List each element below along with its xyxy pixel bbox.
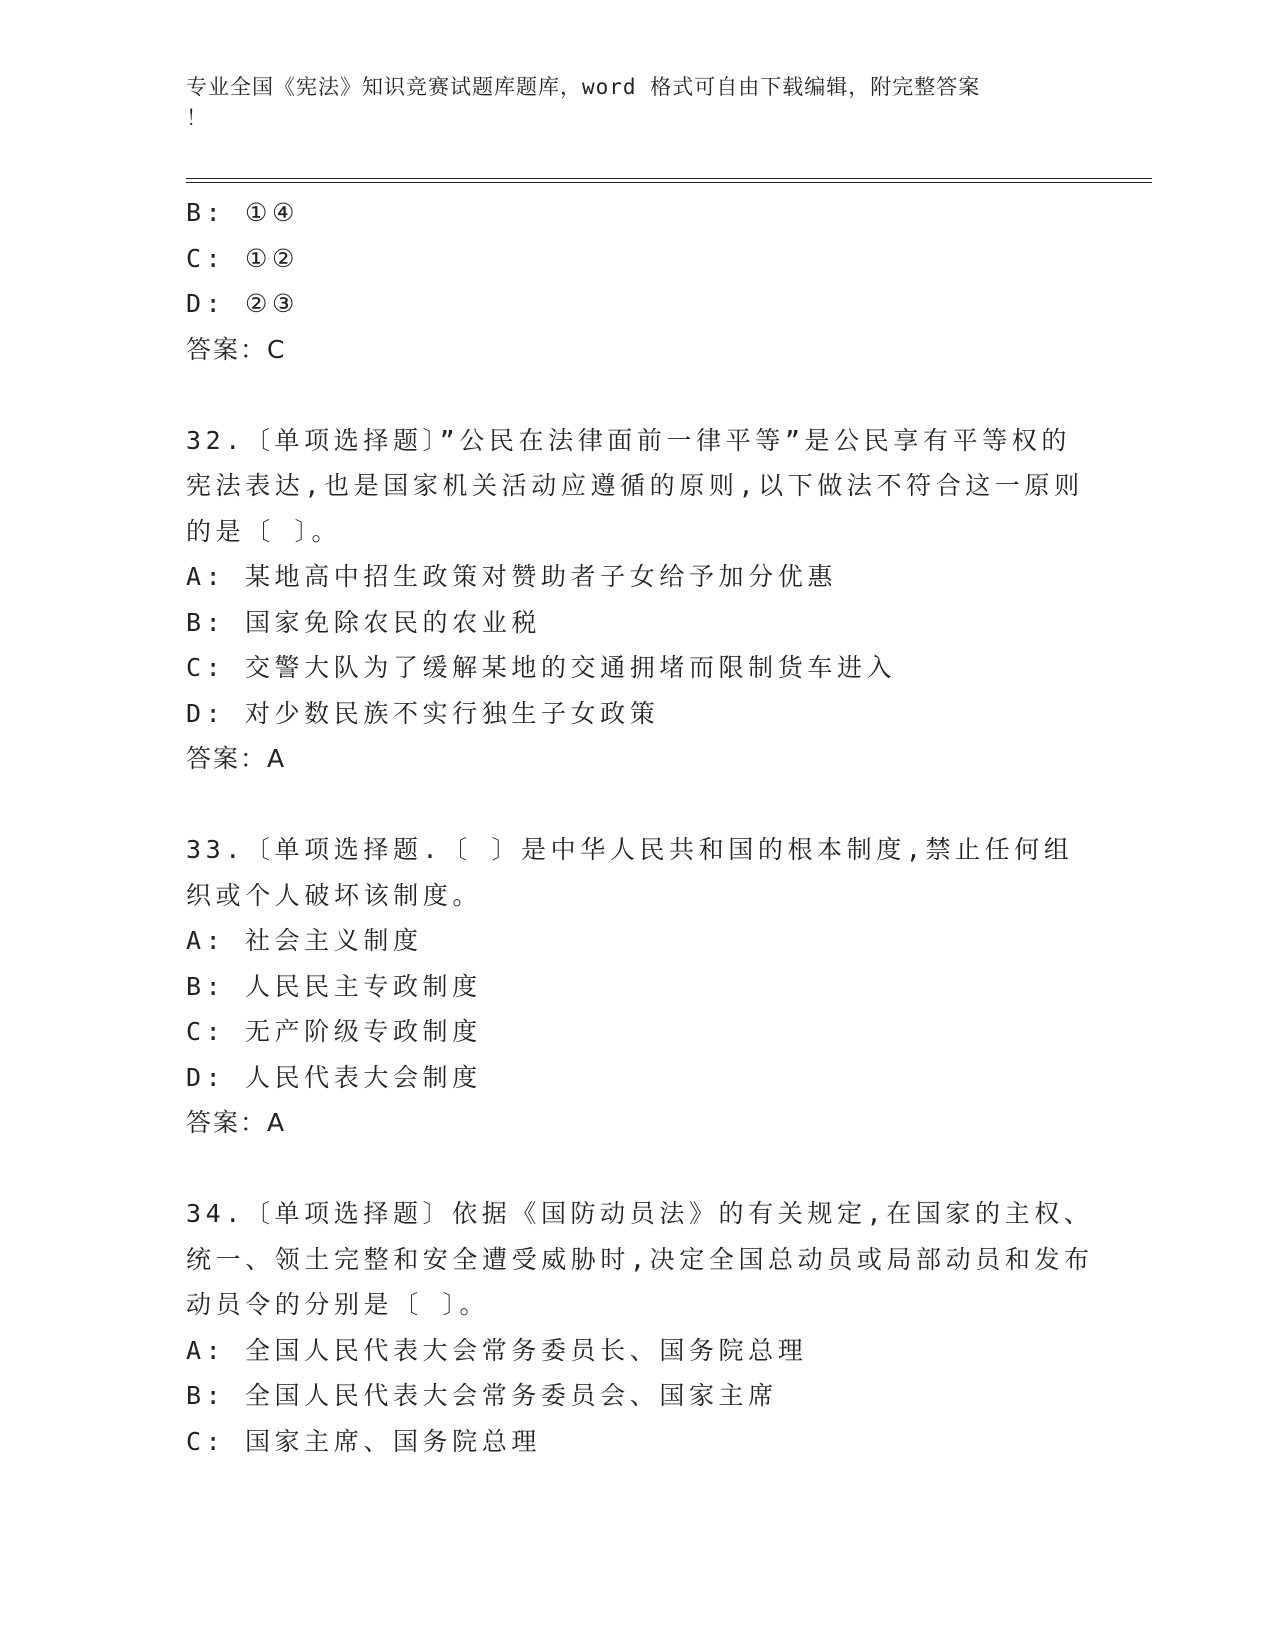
header-title-line-2: ！ [186,106,208,130]
option-a: A: 全国人民代表大会常务委员长、国务院总理 [186,1335,808,1365]
question-33 [186,827,1086,1146]
option-c: C: 交警大队为了缓解某地的交通拥堵而限制货车进入 [186,653,897,682]
question-31-tail [186,190,1086,372]
spacer [186,1146,1086,1192]
option-a: A: 某地高中招生政策对赞助者子女给予加分优惠 [186,562,837,591]
answer: 答案：A [186,744,287,773]
question-stem-line: 宪法表达,也是国家机关活动应遵循的原则,以下做法不符合这一原则 [186,471,1084,500]
header-divider-top [186,178,1152,179]
option-d: D: 人民代表大会制度 [186,1062,482,1092]
option-b: B: 人民民主专政制度 [186,971,482,1001]
question-stem-line: 织或个人破坏该制度。 [186,880,483,910]
option-d: D: 对少数民族不实行独生子女政策 [186,698,660,728]
question-34 [186,1191,1094,1464]
answer: 答案：C [186,334,287,364]
question-stem-line: 的是〔 〕。 [186,516,342,546]
option-a: A: 社会主义制度 [186,926,423,955]
option-b: B: 全国人民代表大会常务委员会、国家主席 [186,1381,778,1410]
spacer [186,782,1086,828]
option-c: C: ①② [186,243,299,273]
spacer [186,372,1086,418]
option-b: B: ①④ [186,198,299,227]
answer: 答案：A [186,1108,287,1137]
question-content [186,190,1094,1464]
option-d: D: ②③ [186,289,299,318]
page-header [186,72,1066,134]
option-b: B: 国家免除农民的农业税 [186,607,541,637]
option-c: C: 无产阶级专政制度 [186,1017,482,1046]
question-stem-line: 33.〔单项选择题.〔 〕是中华人民共和国的根本制度,禁止任何组 [186,835,1074,864]
question-stem-line: 34.〔单项选择题〕依据《国防动员法》的有关规定,在国家的主权、 [186,1199,1094,1228]
header-title-line-1: 专业全国《宪法》知识竞赛试题库题库，word 格式可自由下载编辑，附完整答案 [186,75,981,99]
question-stem-line: 统一、领土完整和安全遭受威胁时,决定全国总动员或局部动员和发布 [186,1244,1094,1274]
question-32 [186,418,1086,782]
option-c: C: 国家主席、国务院总理 [186,1426,541,1456]
question-stem-line: 32.〔单项选择题〕”公民在法律面前一律平等”是公民享有平等权的 [186,425,1071,455]
question-stem-line: 动员令的分别是〔 〕。 [186,1290,490,1319]
header-divider-bottom [186,182,1152,183]
